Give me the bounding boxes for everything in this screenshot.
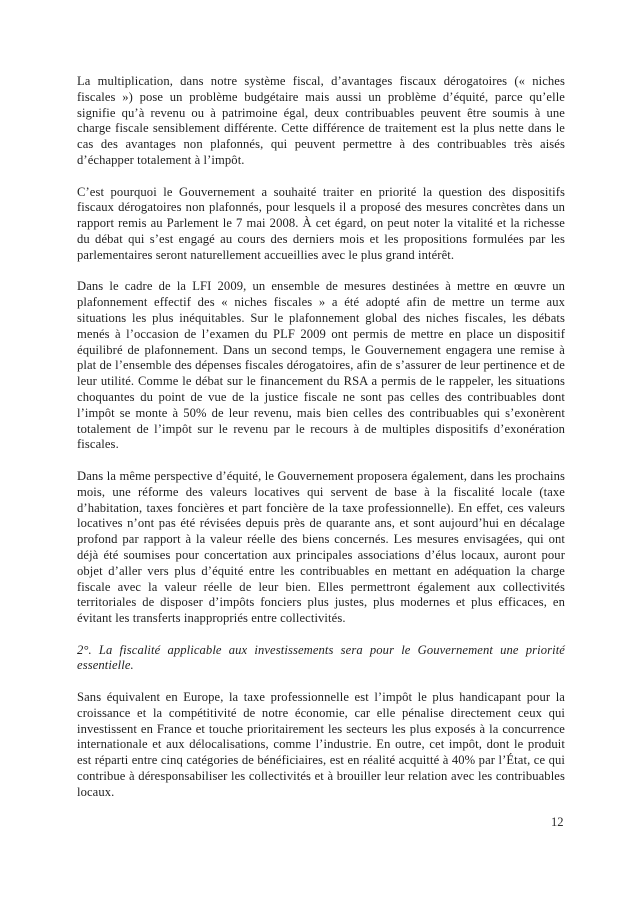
section-heading-fiscalite-investissements: 2°. La fiscalité applicable aux investissements sera pour le Gouvernement une priorité essentielle. bbox=[77, 642, 565, 673]
paragraph-taxe-professionnelle: Sans équivalent en Europe, la taxe professionnelle est l’impôt le plus handicapant pour la croissance et la compétitivité de notre économie, car elle pénalise directement ceux qui investissent en France et touche prioritairement les secteurs les plus exposés à la concurrence internationale et aux délocalisations, comme l’industrie. En outre, cet impôt, dont le produit est réparti entre cinq catégories de bénéficiaires, est en réalité acquitté à 40% par l’État, ce qui contribue à déresponsabiliser les collectivités et à brouiller leur relation avec les contribuables locaux. bbox=[77, 690, 565, 799]
text-block bbox=[77, 74, 565, 816]
paragraph-niches-fiscales: La multiplication, dans notre système fiscal, d’avantages fiscaux dérogatoires (« niches fiscales ») pose un problème budgétaire mais aussi un problème d’équité, parce qu’elle signifie qu’à revenu ou à patrimoine égal, deux contribuables peuvent être soumis à une charge fiscale sensiblement différente. Cette différence de traitement est la plus nette dans le cas des avantages non plafonnés, qui peuvent permettre à des contribuables très aisés d’échapper totalement à l’impôt. bbox=[77, 74, 565, 167]
paragraph-valeurs-locatives: Dans la même perspective d’équité, le Gouvernement proposera également, dans les prochains mois, une réforme des valeurs locatives qui servent de base à la fiscalité locale (taxe d’habitation, taxes foncières et part foncière de la taxe professionnelle). En effet, ces valeurs locatives n’ont pas été révisées depuis près de quarante ans, et sont aujourd’hui en décalage profond par rapport à la valeur réelle des biens concernés. Les mesures envisagées, qui ont déjà été soumises pour concertation aux principales associations d’élus locaux, auront pour objet d’aller vers plus d’équité entre les contribuables en mettant en adéquation la charge fiscale avec la valeur réelle de leur bien. Elles permettront également aux collectivités territoriales de disposer d’impôts fonciers plus justes, plus modernes et plus efficaces, en évitant les transferts inappropriés entre collectivités. bbox=[77, 468, 565, 626]
paragraph-lfi-2009: Dans le cadre de la LFI 2009, un ensemble de mesures destinées à mettre en œuvre un plafonnement effectif des « niches fiscales » a été adopté afin de mettre un terme aux situations les plus inéquitables. Sur le plafonnement global des niches fiscales, les débats menés à l’occasion de l’examen du PLF 2009 ont permis de mettre en place un dispositif équilibré de plafonnement. Dans un second temps, le Gouvernement engagera une remise à plat de l’ensemble des dépenses fiscales dérogatoires, afin de s’assurer de leur pertinence et de leur utilité. Comme le débat sur le financement du RSA a permis de le rappeler, les situations choquantes du point de vue de la justice fiscale ne sont pas celles des contribuables dont l’impôt se monte à 50% de leur revenu, mais bien celles des contribuables qui s’exonèrent totalement de l’impôt sur le revenu par le recours à de multiples dispositifs d’exonération fiscales. bbox=[77, 279, 565, 452]
paragraph-gouvernement-priorite: C’est pourquoi le Gouvernement a souhaité traiter en priorité la question des dispositifs fiscaux dérogatoires non plafonnés, pour lesquels il a proposé des mesures concrètes dans un rapport remis au Parlement le 7 mai 2008. À cet égard, on peut noter la vitalité et la richesse du débat qui s’est engagé au cours des derniers mois et les propositions formulées par les parlementaires seront naturellement accueillies avec le plus grand intérêt. bbox=[77, 184, 565, 262]
page-number: 12 bbox=[551, 815, 564, 829]
